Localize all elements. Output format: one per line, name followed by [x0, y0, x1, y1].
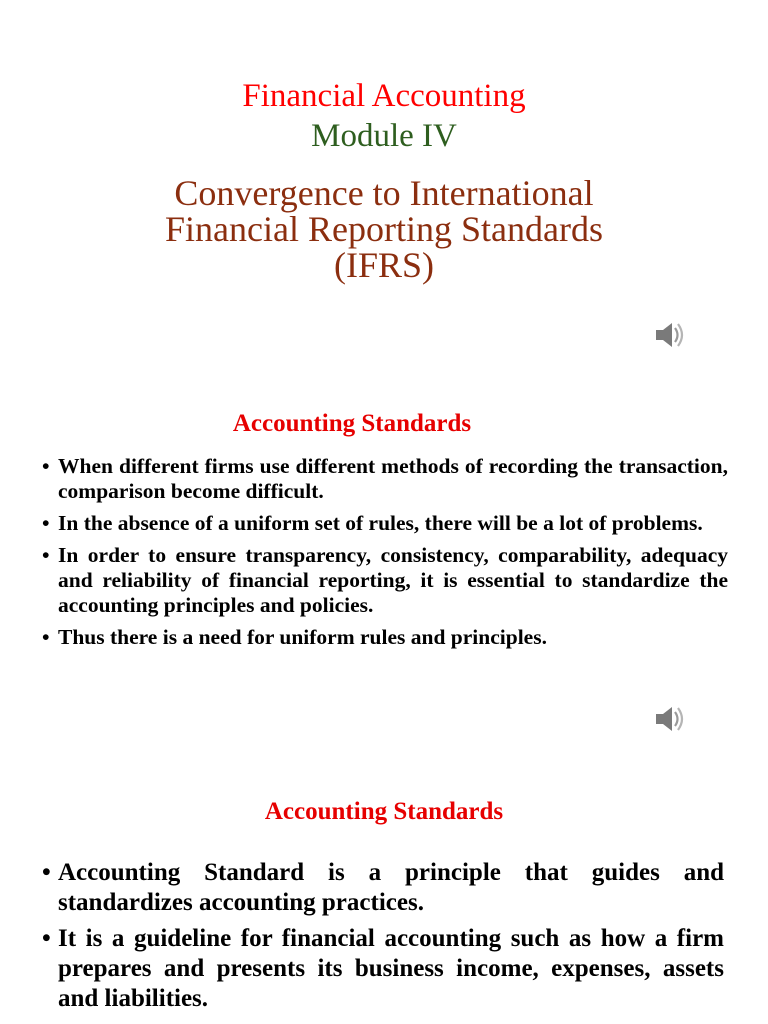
module-title: Module IV	[311, 118, 457, 154]
speaker-icon[interactable]	[653, 702, 687, 736]
accounting-standards-slide-2	[0, 770, 768, 1024]
bullet-list	[42, 858, 724, 1020]
list-item: • In the absence of a uniform set of rules, there will be a lot of problems.	[42, 511, 728, 536]
subtitle-line-3: (IFRS)	[333, 245, 435, 285]
section-heading: Accounting Standards	[264, 798, 504, 825]
list-item: • When different firms use different methods of recording the transaction, comparison become difficult.	[42, 454, 728, 504]
section-heading: Accounting Standards	[232, 410, 472, 437]
speaker-icon[interactable]	[653, 318, 687, 352]
course-title: Financial Accounting	[242, 78, 526, 114]
subtitle-line-2: Financial Reporting Standards	[165, 209, 603, 249]
list-item: • It is a guideline for financial accounting such as how a firm prepares and presents its business income, expenses, assets and liabilities.	[42, 924, 724, 1014]
list-item: • Thus there is a need for uniform rules and principles.	[42, 625, 728, 650]
subtitle-line-1: Convergence to International	[174, 173, 594, 213]
list-item: • In order to ensure transparency, consistency, comparability, adequacy and reliability of financial reporting, it is essential to standardize the accounting principles and policies.	[42, 543, 728, 618]
list-item: • Accounting Standard is a principle that guides and standardizes accounting practices.	[42, 858, 724, 918]
bullet-list	[42, 454, 728, 657]
accounting-standards-slide-1	[0, 390, 768, 770]
title-slide	[0, 0, 768, 390]
